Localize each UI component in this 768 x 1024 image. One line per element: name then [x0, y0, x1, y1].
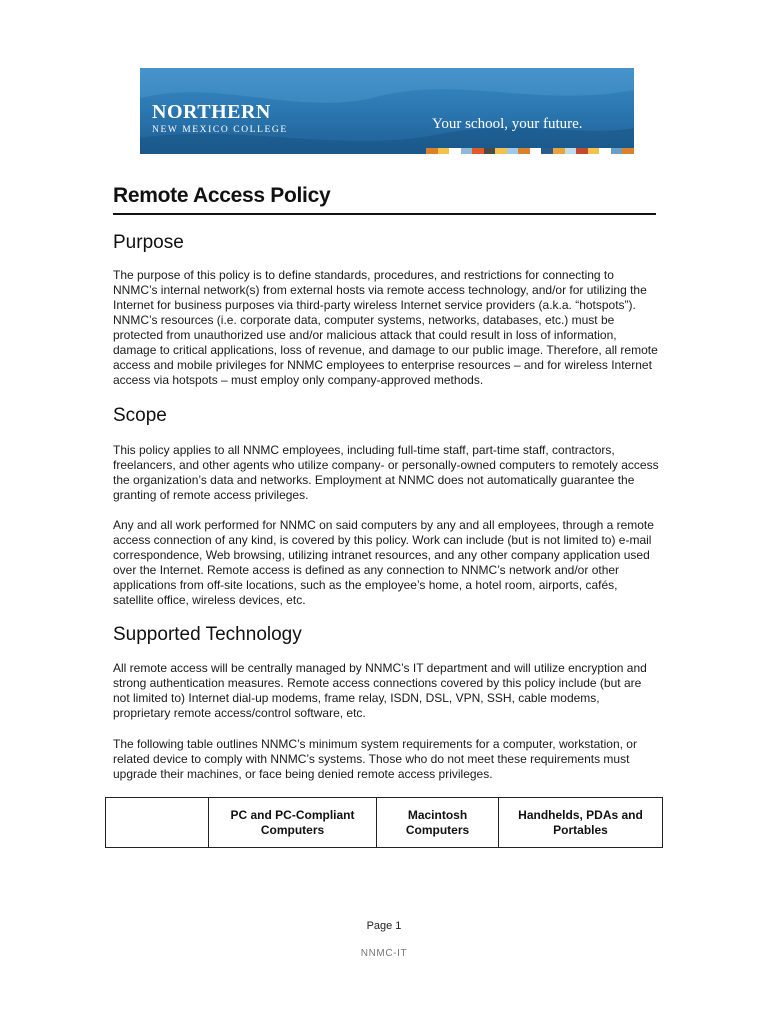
table-header-cell-empty [106, 798, 209, 848]
color-stripe [438, 148, 450, 154]
color-stripe [518, 148, 530, 154]
color-stripe [507, 148, 519, 154]
purpose-heading: Purpose [113, 232, 184, 253]
color-stripe [461, 148, 473, 154]
supported-paragraph-1: All remote access will be centrally managed by NNMC’s IT department and will utilize encryption and strong authentication measures. Remote access connections covered by this policy include (but are not limited to) Internet dial-up modems, frame relay, ISDN, DSL, VPN, SSH, cable modems, proprietary remote access/control software, etc. [113, 661, 647, 720]
supported-technology-heading: Supported Technology [113, 624, 302, 645]
table-header-cell-mac: Macintosh Computers [377, 798, 499, 848]
color-stripe [611, 148, 623, 154]
document-title: Remote Access Policy [113, 184, 331, 207]
color-stripe [599, 148, 611, 154]
color-stripe [426, 148, 438, 154]
table-header-cell-handhelds: Handhelds, PDAs and Portables [499, 798, 663, 848]
color-stripe [576, 148, 588, 154]
page-number: Page 1 [366, 920, 402, 932]
color-stripe [484, 148, 496, 154]
color-stripe [565, 148, 577, 154]
color-stripe [530, 148, 542, 154]
title-divider [113, 213, 656, 215]
table-header-row [106, 798, 663, 848]
color-stripe-bar [426, 148, 634, 154]
banner-graphic [140, 68, 634, 154]
college-logo-subtitle: NEW MEXICO COLLEGE [152, 125, 288, 135]
table-header-cell-pc: PC and PC-Compliant Computers [209, 798, 377, 848]
scope-heading: Scope [113, 405, 167, 426]
color-stripe [622, 148, 634, 154]
purpose-paragraph: The purpose of this policy is to define standards, procedures, and restrictions for connecting to NNMC’s internal network(s) from external hosts via remote access technology, and/or for utilizing the Internet for business purposes via third-party wireless Internet service providers (a.k.a. “hotspots”). NNMC’s resources (i.e. corporate data, computer systems, networks, databases, etc.) must be protected from unauthorized use and/or malicious attack that could result in loss of information, damage to critical applications, loss of revenue, and damage to our public image. Therefore, all remote access and mobile privileges for NNMC employees to enterprise resources – and for wireless Internet access via hotspots – must employ only company-approved methods. [113, 268, 658, 387]
scope-paragraph-1: This policy applies to all NNMC employees, including full-time staff, part-time staff, contractors, freelancers, and other agents who utilize company- or personally-owned computers to remotely access the organization’s data and networks. Employment at NNMC does not automatically guarantee the granting of remote access privileges. [113, 443, 659, 502]
header-banner [124, 46, 636, 162]
banner-tagline: Your school, your future. [432, 116, 583, 132]
color-stripe [449, 148, 461, 154]
requirements-table [105, 797, 663, 848]
footer-org-label: NNMC-IT [360, 948, 408, 959]
scope-paragraph-2: Any and all work performed for NNMC on said computers by any and all employees, through a remote access connection of any kind, is covered by this policy. Work can include (but is not limited to) e-mail correspondence, Web browsing, utilizing intranet resources, and any other company application used over the Internet. Remote access is defined as any connection to NNMC’s network and/or other applications from off-site locations, such as the employee’s home, a hotel room, airports, cafés, satellite office, wireless devices, etc. [113, 518, 654, 607]
college-logo-wordmark: NORTHERN [152, 101, 271, 123]
color-stripe [588, 148, 600, 154]
color-stripe [553, 148, 565, 154]
supported-paragraph-2: The following table outlines NNMC’s minimum system requirements for a computer, workstation, or related device to comply with NNMC’s systems. Those who do not meet these requirements must upgrade their machines, or face being denied remote access privileges. [113, 737, 637, 781]
color-stripe [495, 148, 507, 154]
color-stripe [541, 148, 553, 154]
color-stripe [472, 148, 484, 154]
